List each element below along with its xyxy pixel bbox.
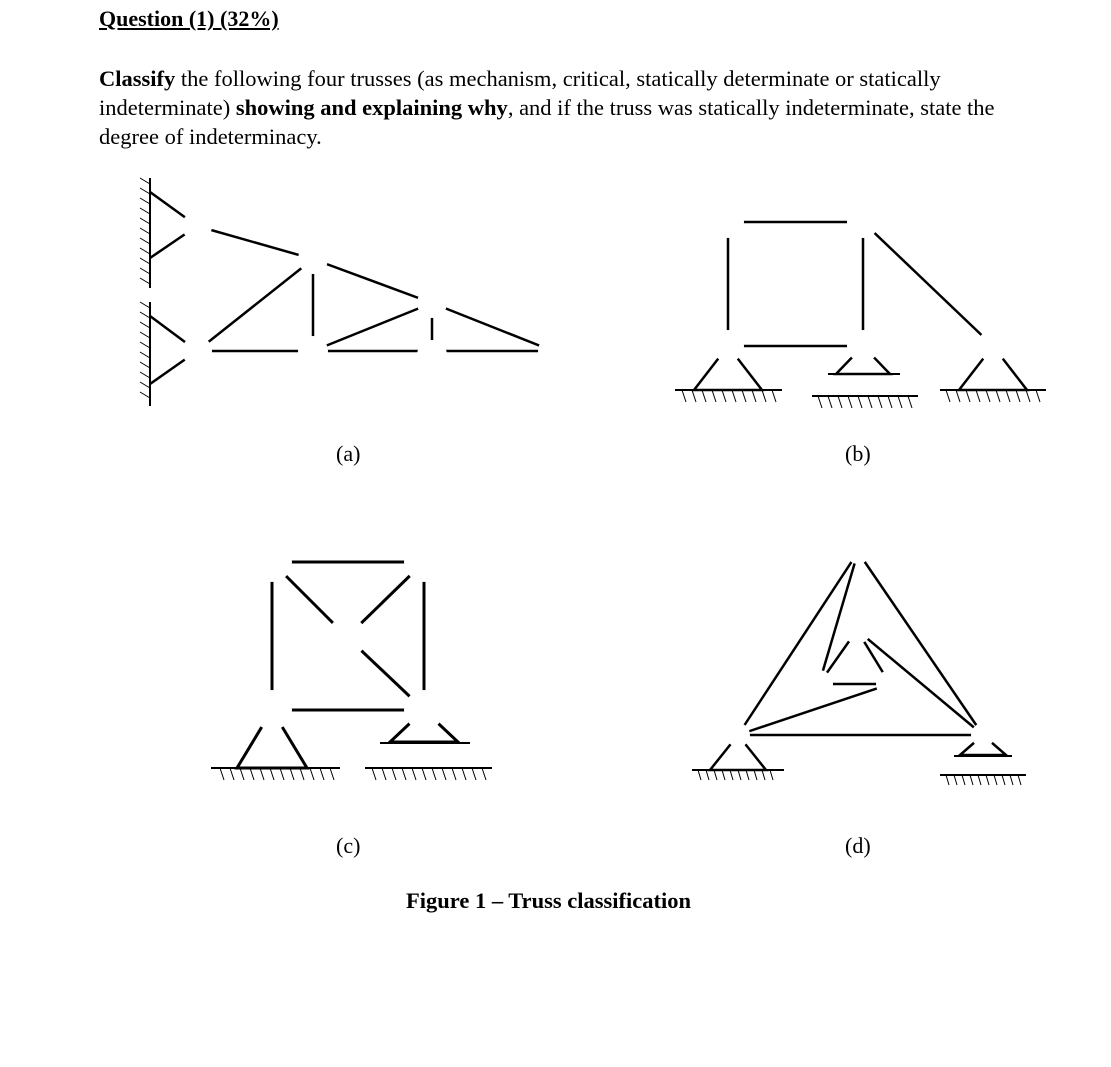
figure-caption: Figure 1 – Truss classification — [406, 888, 692, 913]
truss-c-joint — [404, 690, 444, 730]
truss-a-joint — [417, 340, 447, 370]
truss-b-member — [863, 222, 993, 346]
truss-c-joint — [327, 617, 367, 657]
truss-d-joint — [876, 670, 904, 698]
paragraph-text-2: , and if the truss was statically indeterminate, state the degree of indeterminacy. — [99, 95, 995, 149]
truss-a-member — [313, 259, 432, 303]
label-c: (c) — [336, 833, 361, 858]
question-heading: Question (1) (32%) — [99, 6, 279, 31]
truss-a-joint — [298, 244, 328, 274]
truss-d-joint — [726, 723, 750, 747]
truss-b-ground-middle — [812, 396, 918, 408]
truss-a-member — [197, 259, 313, 351]
truss-d-joint — [843, 616, 871, 644]
truss-d-member — [738, 552, 858, 735]
truss-a-joint — [538, 336, 568, 366]
truss-a-member — [313, 303, 432, 351]
truss-b-joint — [847, 330, 879, 362]
truss-a — [140, 178, 568, 406]
truss-d-joint — [971, 723, 995, 747]
truss-c-roller-wheel — [429, 747, 449, 767]
truss-b-ground-right — [940, 390, 1046, 402]
label-b: (b) — [845, 441, 871, 466]
truss-a-member — [197, 226, 313, 259]
truss-d-roller-wheel — [966, 759, 980, 773]
truss-a-member — [432, 303, 553, 351]
truss-d-member — [857, 630, 983, 735]
truss-c-ground-right — [365, 768, 492, 780]
truss-b-roller-wheel — [842, 376, 860, 394]
label-d: (d) — [845, 833, 871, 858]
label-a: (a) — [336, 441, 361, 466]
showing-explaining-keyword: showing and explaining why — [235, 95, 508, 120]
truss-a-joint — [182, 211, 212, 241]
truss-a-wall-top — [140, 178, 150, 288]
truss-d — [692, 540, 1026, 785]
truss-c-roller-wheel — [399, 747, 419, 767]
truss-d-joint — [805, 670, 833, 698]
truss-a-wall-bottom — [140, 302, 150, 406]
truss-b-joint — [847, 206, 879, 238]
truss-c-joint — [252, 542, 292, 582]
truss-c-joint — [252, 690, 292, 730]
truss-a-joint — [298, 336, 328, 366]
truss-d-member — [858, 552, 983, 735]
truss-b-joint — [977, 330, 1009, 362]
truss-c-ground-left — [211, 768, 340, 780]
paragraph-text-1: the following four trusses (as mechanism, critical, statically determinate or statically indeterminate) — [99, 66, 941, 120]
truss-a-joint — [182, 336, 212, 366]
truss-b — [675, 206, 1046, 408]
truss-b-joint — [712, 206, 744, 238]
truss-c-joint — [404, 542, 444, 582]
truss-d-roller-wheel — [986, 759, 1000, 773]
truss-b-roller-wheel — [866, 376, 884, 394]
truss-a-joint — [417, 288, 447, 318]
truss-d-ground-left — [692, 770, 784, 780]
classify-keyword: Classify — [99, 66, 176, 91]
truss-c — [211, 542, 492, 780]
truss-d-joint — [846, 540, 870, 564]
truss-b-ground-left — [675, 390, 782, 402]
truss-b-joint — [712, 330, 744, 362]
truss-d-ground-right — [940, 775, 1026, 785]
